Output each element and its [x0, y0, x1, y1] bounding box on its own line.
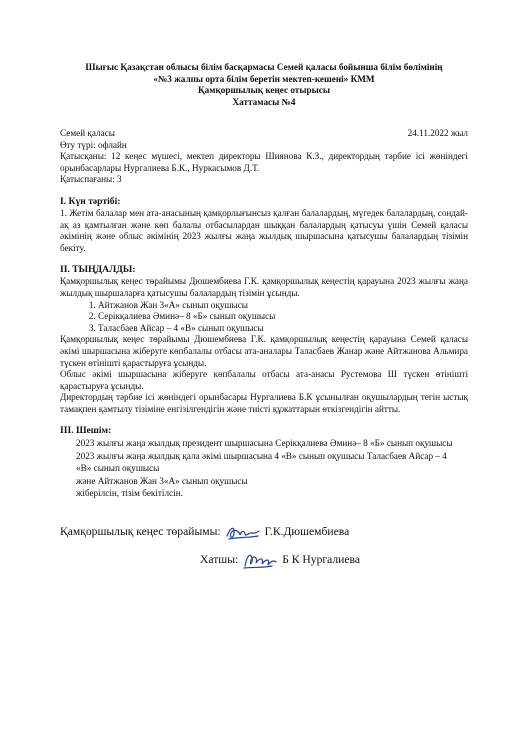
listened-heading: II. ТЫҢДАЛДЫ:	[60, 264, 136, 276]
secretary-signature-line	[60, 550, 468, 570]
chair-signature-image	[225, 522, 261, 542]
meeting-format: Өту түрі: офлайн	[60, 139, 127, 150]
chair-label: Қамқоршылық кеңес төрайымы:	[60, 524, 221, 538]
meeting-meta	[60, 128, 468, 186]
chair-signature-line	[60, 522, 468, 542]
student-list	[60, 300, 468, 335]
listened-intro: Қамқоршылық кеңес төрайымы Дюшембиева Г.К. қамқоршылық кеңестің қарауына 2023 жылғы жаңа жылдық шыршаларға қатысушы балалардың тізімін ұсынды.	[60, 276, 468, 298]
decision-text	[60, 437, 468, 499]
listened-paragraph-2: Облыс әкімі шыршасына жіберуге көпбалалы отбасы ата-анасы Рустемова Ш түскен өтінішті қарастыруға ұсынды.	[60, 369, 468, 391]
decision-line-1: 2023 жылғы жаңа жылдық президент шыршасына Серікқалиева Әминә– 8 «Б» сынып оқушысы	[76, 438, 453, 449]
header-line-3: Қамқоршылық кеңес отырысы	[197, 85, 331, 95]
secretary-name: Б К Нургалиева	[282, 552, 360, 566]
decision-line-3: және Айтжанов Жан 3«А» сынып оқушысы	[76, 475, 248, 486]
city-date-row	[60, 128, 468, 140]
list-item: 1. Айтжанов Жан 3«А» сынып оқушысы	[98, 300, 468, 312]
absentees: Қатыспағаны: 3	[60, 174, 122, 185]
listened-paragraph-3: Директордың тәрбие ісі жөніндегі орынбасары Нургалиева Б.К ұсынылған оқушылардың тегін ыстық тамақпен қамтылу тізіміне енгізілгендігін және тиісті құжаттарын өткізгендігін айтты.	[60, 392, 468, 414]
header-line-2: «№3 жалпы орта білім беретін мектеп-кешені» КММ	[153, 73, 375, 84]
decision-line-4: жіберілсін, тізім бекітілсін.	[76, 488, 183, 499]
list-item: 2. Серікқалиева Әминә– 8 «Б» сынып оқушысы	[98, 311, 468, 323]
agenda-heading: I. Күн тәртібі:	[60, 195, 121, 207]
listened-paragraph-1: Қамқоршылық кеңес төрайымы Дюшембиева Г.К. қамқоршылық кеңестің қарауына Семей қаласы әкімі шыршасына жіберуге көпбалалы отбасы ата-аналары Таласбаев Жанар және Айтжанова Альмира түскен өтінішті қарастыруға ұсынды.	[60, 334, 468, 368]
header-line-4: Хаттамасы №4	[232, 96, 296, 107]
secretary-label: Хатшы:	[200, 552, 239, 566]
header-line-1: Шығыс Қазақстан облысы білім басқармасы Семей қаласы бойынша білім бөлімінің	[85, 62, 443, 72]
decision-heading: III. Шешім:	[60, 425, 112, 437]
list-item: 3. Таласбаев Айсар – 4 «В» сынып оқушысы	[98, 323, 468, 335]
decision-line-2: 2023 жылғы жаңа жылдық қала әкімі шыршасына 4 «В» сынып оқушысы Таласбаев Айсар – 4 «В» сынып оқушысы	[76, 450, 447, 474]
meeting-date: 24.11.2022 жыл	[407, 128, 468, 138]
document-header	[60, 62, 468, 108]
secretary-signature-image	[242, 550, 278, 570]
chair-name: Г.К.Дюшембиева	[264, 524, 350, 538]
attendees: Қатысқаны: 12 кеңес мүшесі, мектеп директоры Шиянова К.З., директордың тәрбие ісі жөніндегі орынбасарлары Нургалиева Б.К., Нуркасымов Д.Т.	[60, 151, 468, 173]
city: Семей қаласы	[60, 128, 115, 138]
agenda-text: 1. Жетім балалар мен ата-анасының қамқорлығынсыз қалған балалардың, мүгедек балалардың, сондай-ақ аз қамтылған және көп балалы отбасылардан шыққан балалардың қатысуы үшін Семей қаласы әкімінің және облыс әкімінің 2023 жылғы жаңа жылдық шыршасына қатысушы балалардың тізімін бекіту.	[60, 207, 468, 253]
